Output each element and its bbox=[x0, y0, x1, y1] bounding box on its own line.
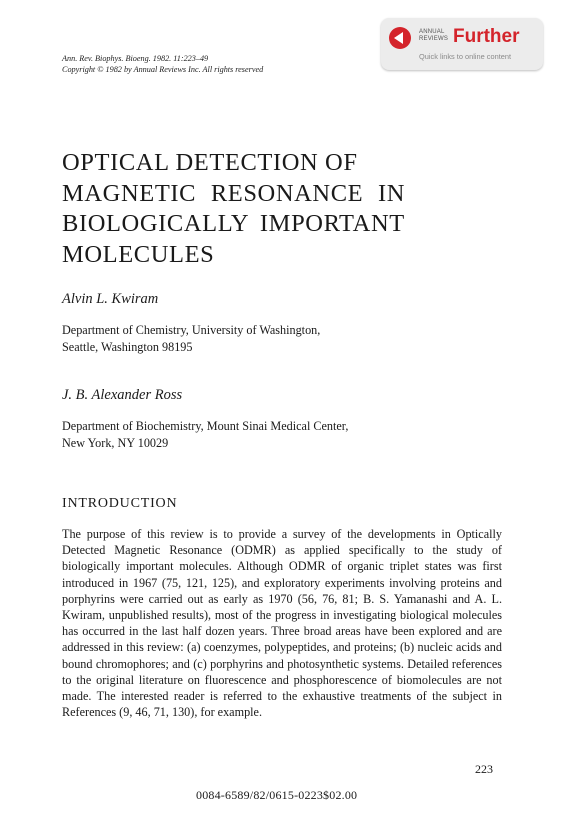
further-wordmark: Further bbox=[453, 26, 520, 47]
article-code: 0084-6589/82/0615-0223$02.00 bbox=[196, 788, 358, 802]
author-affiliation-1: Department of Chemistry, University of Washington, Seattle, Washington 98195 bbox=[62, 323, 321, 354]
introduction-paragraph: The purpose of this review is to provide a survey of the developments in Optically Detected Magnetic Resonance (ODMR) as applied specifically to the study of biologically important molecules. Although ODMR of organic triplet states was first introduced in 1967 (75, 121, 125), and exploratory experiments involving proteins and porphyrins were carried out as early as 1970 (56, 76, 81; B. S. Yamanashi and A. L. Kwiram, unpublished results), most of the progress in investigating biological molecules has occurred in the last half dozen years. Three broad areas have been explored and are addressed in this review: (a) coenzymes, polypeptides, and proteins; (b) nucleic acids and bound chromophores; and (c) porphyrins and photosynthetic systems. Detailed references to the original literature on fluorescence and phosphorescence of biomolecules are not made. The interested reader is referred to the exhaustive treatments of the subject in References (9, 46, 71, 130), for example. bbox=[62, 527, 502, 720]
author-name-1: Alvin L. Kwiram bbox=[62, 291, 159, 307]
title-line-2: MAGNETIC RESONANCE IN bbox=[62, 179, 406, 207]
title-line-4: MOLECULES bbox=[62, 240, 215, 268]
section-heading: INTRODUCTION bbox=[62, 496, 178, 511]
further-tagline: Quick links to online content bbox=[419, 52, 512, 61]
annual-reviews-further-banner[interactable] bbox=[381, 18, 543, 70]
annual-reviews-brand: ANNUAL REVIEWS bbox=[419, 29, 449, 42]
citation-line-1: Ann. Rev. Biophys. Bioeng. 1982. 11:223–49 bbox=[62, 54, 209, 63]
title-line-3: BIOLOGICALLY IMPORTANT bbox=[62, 210, 405, 237]
author-affiliation-2: Department of Biochemistry, Mount Sinai Medical Center, New York, NY 10029 bbox=[62, 419, 349, 450]
page-number: 223 bbox=[475, 762, 493, 776]
article-title bbox=[62, 148, 405, 270]
play-left-icon[interactable] bbox=[389, 27, 411, 49]
journal-citation bbox=[62, 54, 263, 75]
author-name-2: J. B. Alexander Ross bbox=[62, 387, 183, 403]
title-line-1: OPTICAL DETECTION OF bbox=[62, 149, 358, 176]
citation-line-2: Copyright © 1982 by Annual Reviews Inc. All rights reserved bbox=[62, 64, 264, 74]
